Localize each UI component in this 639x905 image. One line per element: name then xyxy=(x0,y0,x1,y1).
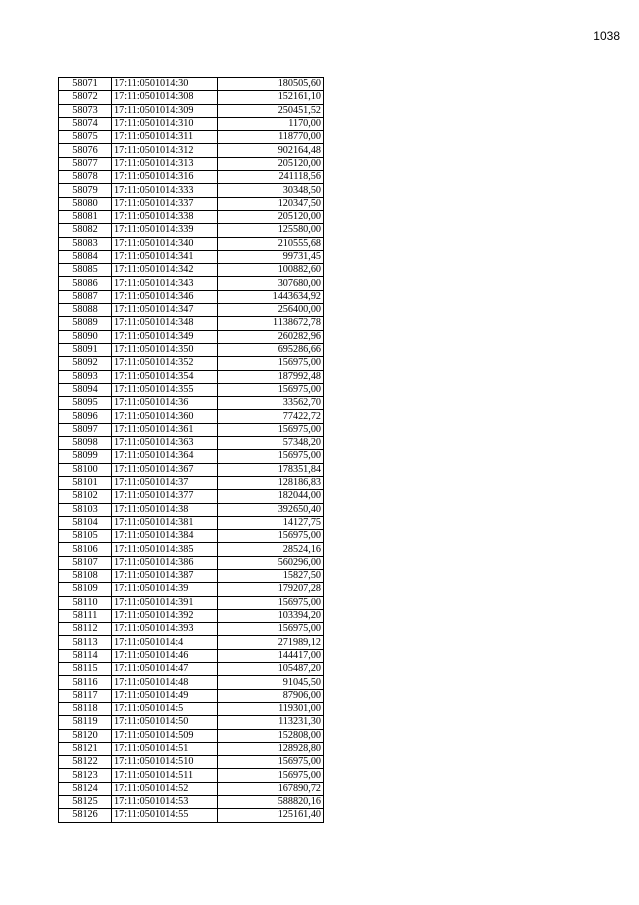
value-cell: 180505,60 xyxy=(218,78,324,91)
table-row xyxy=(59,636,324,649)
value-cell: 205120,00 xyxy=(218,157,324,170)
cadastral-number-cell: 17:11:0501014:39 xyxy=(112,583,218,596)
row-index-cell: 58109 xyxy=(59,583,112,596)
row-index-cell: 58094 xyxy=(59,383,112,396)
cadastral-number-cell: 17:11:0501014:53 xyxy=(112,796,218,809)
table-row xyxy=(59,756,324,769)
row-index-cell: 58106 xyxy=(59,543,112,556)
row-index-cell: 58110 xyxy=(59,596,112,609)
value-cell: 250451,52 xyxy=(218,104,324,117)
table-body xyxy=(59,78,324,823)
table-row xyxy=(59,410,324,423)
value-cell: 144417,00 xyxy=(218,649,324,662)
table-row xyxy=(59,649,324,662)
row-index-cell: 58098 xyxy=(59,437,112,450)
row-index-cell: 58096 xyxy=(59,410,112,423)
value-cell: 156975,00 xyxy=(218,756,324,769)
row-index-cell: 58077 xyxy=(59,157,112,170)
row-index-cell: 58088 xyxy=(59,304,112,317)
row-index-cell: 58119 xyxy=(59,716,112,729)
table-row xyxy=(59,742,324,755)
table-row xyxy=(59,569,324,582)
cadastral-number-cell: 17:11:0501014:377 xyxy=(112,490,218,503)
value-cell: 99731,45 xyxy=(218,250,324,263)
value-cell: 128928,80 xyxy=(218,742,324,755)
row-index-cell: 58102 xyxy=(59,490,112,503)
cadastral-number-cell: 17:11:0501014:509 xyxy=(112,729,218,742)
row-index-cell: 58105 xyxy=(59,530,112,543)
value-cell: 57348,20 xyxy=(218,437,324,450)
cadastral-number-cell: 17:11:0501014:367 xyxy=(112,463,218,476)
cadastral-number-cell: 17:11:0501014:355 xyxy=(112,383,218,396)
value-cell: 156975,00 xyxy=(218,383,324,396)
table-row xyxy=(59,729,324,742)
row-index-cell: 58079 xyxy=(59,184,112,197)
table-row xyxy=(59,809,324,822)
value-cell: 103394,20 xyxy=(218,609,324,622)
cadastral-value-table xyxy=(58,77,324,823)
row-index-cell: 58090 xyxy=(59,330,112,343)
cadastral-number-cell: 17:11:0501014:360 xyxy=(112,410,218,423)
cadastral-number-cell: 17:11:0501014:309 xyxy=(112,104,218,117)
row-index-cell: 58092 xyxy=(59,357,112,370)
cadastral-number-cell: 17:11:0501014:37 xyxy=(112,476,218,489)
table-row xyxy=(59,290,324,303)
table-row xyxy=(59,250,324,263)
table-row xyxy=(59,277,324,290)
cadastral-number-cell: 17:11:0501014:47 xyxy=(112,663,218,676)
cadastral-number-cell: 17:11:0501014:361 xyxy=(112,423,218,436)
value-cell: 152808,00 xyxy=(218,729,324,742)
cadastral-number-cell: 17:11:0501014:385 xyxy=(112,543,218,556)
table-row xyxy=(59,689,324,702)
cadastral-number-cell: 17:11:0501014:312 xyxy=(112,144,218,157)
cadastral-number-cell: 17:11:0501014:352 xyxy=(112,357,218,370)
table-row xyxy=(59,184,324,197)
row-index-cell: 58089 xyxy=(59,317,112,330)
value-cell: 113231,30 xyxy=(218,716,324,729)
cadastral-number-cell: 17:11:0501014:340 xyxy=(112,237,218,250)
row-index-cell: 58084 xyxy=(59,250,112,263)
value-cell: 392650,40 xyxy=(218,503,324,516)
value-cell: 167890,72 xyxy=(218,782,324,795)
row-index-cell: 58123 xyxy=(59,769,112,782)
row-index-cell: 58091 xyxy=(59,343,112,356)
value-cell: 271989,12 xyxy=(218,636,324,649)
row-index-cell: 58117 xyxy=(59,689,112,702)
value-cell: 256400,00 xyxy=(218,304,324,317)
table-row xyxy=(59,357,324,370)
value-cell: 14127,75 xyxy=(218,516,324,529)
cadastral-number-cell: 17:11:0501014:350 xyxy=(112,343,218,356)
row-index-cell: 58099 xyxy=(59,450,112,463)
row-index-cell: 58116 xyxy=(59,676,112,689)
cadastral-number-cell: 17:11:0501014:30 xyxy=(112,78,218,91)
value-cell: 87906,00 xyxy=(218,689,324,702)
table-row xyxy=(59,131,324,144)
value-cell: 179207,28 xyxy=(218,583,324,596)
cadastral-number-cell: 17:11:0501014:337 xyxy=(112,197,218,210)
row-index-cell: 58097 xyxy=(59,423,112,436)
cadastral-number-cell: 17:11:0501014:46 xyxy=(112,649,218,662)
cadastral-number-cell: 17:11:0501014:5 xyxy=(112,702,218,715)
cadastral-number-cell: 17:11:0501014:48 xyxy=(112,676,218,689)
row-index-cell: 58093 xyxy=(59,370,112,383)
value-cell: 156975,00 xyxy=(218,769,324,782)
row-index-cell: 58087 xyxy=(59,290,112,303)
cadastral-number-cell: 17:11:0501014:4 xyxy=(112,636,218,649)
table-row xyxy=(59,663,324,676)
row-index-cell: 58118 xyxy=(59,702,112,715)
table-row xyxy=(59,702,324,715)
row-index-cell: 58076 xyxy=(59,144,112,157)
value-cell: 105487,20 xyxy=(218,663,324,676)
cadastral-number-cell: 17:11:0501014:339 xyxy=(112,224,218,237)
cadastral-number-cell: 17:11:0501014:313 xyxy=(112,157,218,170)
table-row xyxy=(59,676,324,689)
value-cell: 77422,72 xyxy=(218,410,324,423)
value-cell: 695286,66 xyxy=(218,343,324,356)
value-cell: 125580,00 xyxy=(218,224,324,237)
value-cell: 30348,50 xyxy=(218,184,324,197)
value-cell: 118770,00 xyxy=(218,131,324,144)
row-index-cell: 58108 xyxy=(59,569,112,582)
cadastral-number-cell: 17:11:0501014:316 xyxy=(112,171,218,184)
row-index-cell: 58101 xyxy=(59,476,112,489)
table-row xyxy=(59,782,324,795)
cadastral-number-cell: 17:11:0501014:51 xyxy=(112,742,218,755)
table-row xyxy=(59,556,324,569)
value-cell: 15827,50 xyxy=(218,569,324,582)
row-index-cell: 58125 xyxy=(59,796,112,809)
table-row xyxy=(59,383,324,396)
cadastral-number-cell: 17:11:0501014:511 xyxy=(112,769,218,782)
table-row xyxy=(59,330,324,343)
cadastral-number-cell: 17:11:0501014:349 xyxy=(112,330,218,343)
value-cell: 156975,00 xyxy=(218,623,324,636)
value-cell: 182044,00 xyxy=(218,490,324,503)
table-row xyxy=(59,716,324,729)
cadastral-number-cell: 17:11:0501014:386 xyxy=(112,556,218,569)
value-cell: 260282,96 xyxy=(218,330,324,343)
row-index-cell: 58083 xyxy=(59,237,112,250)
row-index-cell: 58085 xyxy=(59,264,112,277)
row-index-cell: 58115 xyxy=(59,663,112,676)
table-row xyxy=(59,397,324,410)
row-index-cell: 58081 xyxy=(59,210,112,223)
table-row xyxy=(59,490,324,503)
value-cell: 1170,00 xyxy=(218,117,324,130)
value-cell: 178351,84 xyxy=(218,463,324,476)
value-cell: 152161,10 xyxy=(218,91,324,104)
table-row xyxy=(59,423,324,436)
table-row xyxy=(59,304,324,317)
value-cell: 156975,00 xyxy=(218,530,324,543)
value-cell: 560296,00 xyxy=(218,556,324,569)
table-row xyxy=(59,609,324,622)
row-index-cell: 58114 xyxy=(59,649,112,662)
table-row xyxy=(59,78,324,91)
row-index-cell: 58124 xyxy=(59,782,112,795)
cadastral-number-cell: 17:11:0501014:381 xyxy=(112,516,218,529)
cadastral-number-cell: 17:11:0501014:363 xyxy=(112,437,218,450)
table-row xyxy=(59,596,324,609)
row-index-cell: 58112 xyxy=(59,623,112,636)
cadastral-number-cell: 17:11:0501014:510 xyxy=(112,756,218,769)
row-index-cell: 58095 xyxy=(59,397,112,410)
value-cell: 28524,16 xyxy=(218,543,324,556)
row-index-cell: 58121 xyxy=(59,742,112,755)
table-row xyxy=(59,104,324,117)
value-cell: 100882,60 xyxy=(218,264,324,277)
cadastral-number-cell: 17:11:0501014:384 xyxy=(112,530,218,543)
cadastral-number-cell: 17:11:0501014:52 xyxy=(112,782,218,795)
table-row xyxy=(59,264,324,277)
cadastral-number-cell: 17:11:0501014:343 xyxy=(112,277,218,290)
value-cell: 210555,68 xyxy=(218,237,324,250)
row-index-cell: 58103 xyxy=(59,503,112,516)
page-number: 1038 xyxy=(593,29,620,43)
row-index-cell: 58080 xyxy=(59,197,112,210)
row-index-cell: 58120 xyxy=(59,729,112,742)
table-row xyxy=(59,144,324,157)
table-row xyxy=(59,157,324,170)
table-row xyxy=(59,370,324,383)
value-cell: 125161,40 xyxy=(218,809,324,822)
row-index-cell: 58107 xyxy=(59,556,112,569)
value-cell: 156975,00 xyxy=(218,450,324,463)
value-cell: 33562,70 xyxy=(218,397,324,410)
cadastral-number-cell: 17:11:0501014:364 xyxy=(112,450,218,463)
table-row xyxy=(59,623,324,636)
cadastral-number-cell: 17:11:0501014:342 xyxy=(112,264,218,277)
row-index-cell: 58082 xyxy=(59,224,112,237)
row-index-cell: 58100 xyxy=(59,463,112,476)
cadastral-number-cell: 17:11:0501014:341 xyxy=(112,250,218,263)
table-row xyxy=(59,437,324,450)
table-row xyxy=(59,769,324,782)
cadastral-number-cell: 17:11:0501014:387 xyxy=(112,569,218,582)
cadastral-number-cell: 17:11:0501014:310 xyxy=(112,117,218,130)
cadastral-number-cell: 17:11:0501014:338 xyxy=(112,210,218,223)
cadastral-number-cell: 17:11:0501014:354 xyxy=(112,370,218,383)
row-index-cell: 58074 xyxy=(59,117,112,130)
value-cell: 1138672,78 xyxy=(218,317,324,330)
cadastral-number-cell: 17:11:0501014:308 xyxy=(112,91,218,104)
table-row xyxy=(59,516,324,529)
value-cell: 120347,50 xyxy=(218,197,324,210)
cadastral-number-cell: 17:11:0501014:50 xyxy=(112,716,218,729)
table-row xyxy=(59,317,324,330)
value-cell: 1443634,92 xyxy=(218,290,324,303)
cadastral-number-cell: 17:11:0501014:311 xyxy=(112,131,218,144)
row-index-cell: 58111 xyxy=(59,609,112,622)
cadastral-number-cell: 17:11:0501014:55 xyxy=(112,809,218,822)
value-cell: 91045,50 xyxy=(218,676,324,689)
value-cell: 588820,16 xyxy=(218,796,324,809)
value-cell: 156975,00 xyxy=(218,357,324,370)
row-index-cell: 58113 xyxy=(59,636,112,649)
table-row xyxy=(59,91,324,104)
table-row xyxy=(59,237,324,250)
table-row xyxy=(59,197,324,210)
table-row xyxy=(59,543,324,556)
value-cell: 128186,83 xyxy=(218,476,324,489)
table-row xyxy=(59,530,324,543)
value-cell: 187992,48 xyxy=(218,370,324,383)
table-row xyxy=(59,171,324,184)
row-index-cell: 58078 xyxy=(59,171,112,184)
value-cell: 307680,00 xyxy=(218,277,324,290)
row-index-cell: 58073 xyxy=(59,104,112,117)
table-row xyxy=(59,796,324,809)
cadastral-number-cell: 17:11:0501014:347 xyxy=(112,304,218,317)
table-row xyxy=(59,117,324,130)
row-index-cell: 58075 xyxy=(59,131,112,144)
row-index-cell: 58071 xyxy=(59,78,112,91)
value-cell: 902164,48 xyxy=(218,144,324,157)
cadastral-number-cell: 17:11:0501014:393 xyxy=(112,623,218,636)
value-cell: 156975,00 xyxy=(218,596,324,609)
row-index-cell: 58122 xyxy=(59,756,112,769)
value-cell: 205120,00 xyxy=(218,210,324,223)
cadastral-number-cell: 17:11:0501014:333 xyxy=(112,184,218,197)
cadastral-number-cell: 17:11:0501014:391 xyxy=(112,596,218,609)
cadastral-number-cell: 17:11:0501014:392 xyxy=(112,609,218,622)
row-index-cell: 58086 xyxy=(59,277,112,290)
table-row xyxy=(59,503,324,516)
cadastral-number-cell: 17:11:0501014:49 xyxy=(112,689,218,702)
table-row xyxy=(59,343,324,356)
table-row xyxy=(59,463,324,476)
cadastral-number-cell: 17:11:0501014:346 xyxy=(112,290,218,303)
row-index-cell: 58104 xyxy=(59,516,112,529)
table-row xyxy=(59,476,324,489)
cadastral-number-cell: 17:11:0501014:348 xyxy=(112,317,218,330)
table-row xyxy=(59,210,324,223)
cadastral-number-cell: 17:11:0501014:38 xyxy=(112,503,218,516)
cadastral-number-cell: 17:11:0501014:36 xyxy=(112,397,218,410)
table-row xyxy=(59,583,324,596)
row-index-cell: 58126 xyxy=(59,809,112,822)
table-row xyxy=(59,450,324,463)
value-cell: 241118,56 xyxy=(218,171,324,184)
value-cell: 119301,00 xyxy=(218,702,324,715)
value-cell: 156975,00 xyxy=(218,423,324,436)
row-index-cell: 58072 xyxy=(59,91,112,104)
table-row xyxy=(59,224,324,237)
